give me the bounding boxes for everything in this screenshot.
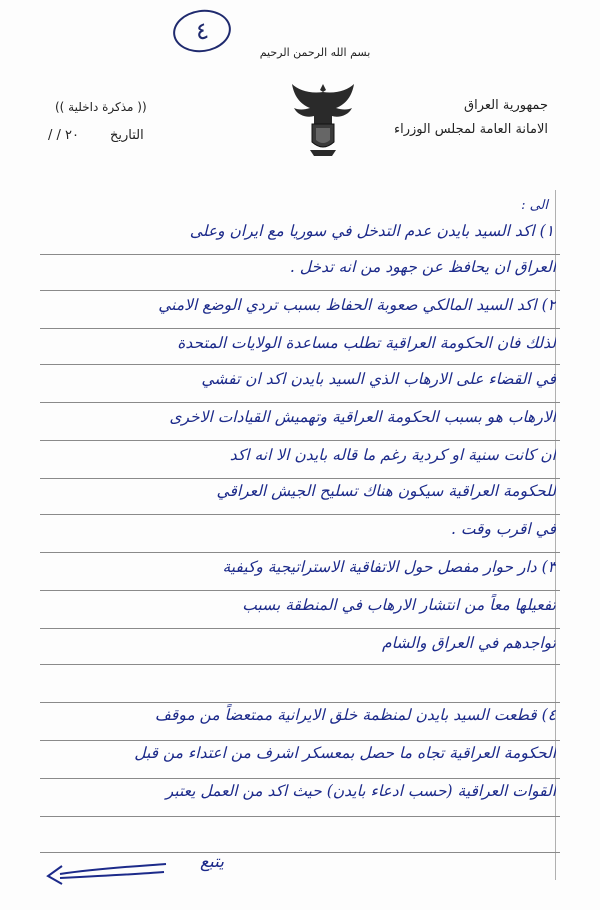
handwritten-line: في اقرب وقت .	[450, 520, 556, 538]
continue-arrow-icon	[40, 852, 170, 892]
ruled-line	[40, 514, 560, 515]
date-label: التاريخ	[110, 128, 144, 143]
sender-country: جمهورية العراق	[464, 98, 548, 113]
handwritten-line: الارهاب هو بسبب الحكومة العراقية وتهميش القيادات الاخرى	[169, 408, 556, 426]
ruled-line	[40, 664, 560, 665]
handwritten-line: الحكومة العراقية تجاه ما حصل بمعسكر اشرف من اعتداء من قبل	[134, 744, 556, 762]
page-number: ٤	[193, 16, 211, 46]
ruled-line	[40, 328, 560, 329]
ruled-line	[40, 364, 560, 365]
handwritten-line: القوات العراقية (حسب ادعاء بايدن) حيث اكد من العمل يعتبر	[165, 782, 556, 800]
ruled-line	[40, 816, 560, 817]
date-value: / / ٢٠	[48, 128, 79, 143]
handwritten-line: لذلك فان الحكومة العراقية تطلب مساعدة الولايات المتحدة	[177, 334, 556, 352]
ruled-line	[40, 290, 560, 291]
handwritten-line: للحكومة العراقية سيكون هناك تسليح الجيش العراقي	[216, 482, 556, 500]
handwritten-line: تفعيلها معاً من انتشار الارهاب في المنطقة بسبب	[242, 596, 556, 614]
ruled-line	[40, 478, 560, 479]
handwritten-line: ١) اكد السيد بايدن عدم التدخل في سوريا مع ايران وعلى	[189, 222, 554, 240]
ruled-line	[40, 254, 560, 255]
sender-office: الامانة العامة لمجلس الوزراء	[394, 122, 548, 137]
handwritten-line: العراق ان يحافظ عن جهود من انه تدخل .	[289, 258, 556, 276]
basmala: بسم الله الرحمن الرحيم	[259, 46, 371, 59]
memo-label: (( مذكرة داخلية ))	[55, 100, 147, 114]
ruled-line	[40, 440, 560, 441]
handwritten-line: ٣) دار حوار مفصل حول الاتفاقية الاستراتيجية وكيفية	[222, 558, 556, 576]
ruled-line	[40, 402, 560, 403]
ruled-line	[40, 628, 560, 629]
iraq-eagle-emblem-icon	[290, 80, 356, 160]
ruled-line	[40, 778, 560, 779]
page-number-circle	[170, 6, 233, 56]
handwritten-line: تواجدهم في العراق والشام	[382, 634, 556, 652]
ruled-line	[40, 552, 560, 553]
ruled-line	[40, 590, 560, 591]
ruled-line	[40, 740, 560, 741]
handwritten-line: ٢) اكد السيد المالكي صعوبة الحفاظ بسبب تردي الوضع الامني	[158, 296, 556, 314]
handwritten-line: ٤) قطعت السيد بايدن لمنظمة خلق الايرانية ممتعضاً من موقف	[154, 706, 556, 724]
continued-label: يتبع	[200, 852, 225, 872]
recipient-label: الى :	[521, 198, 548, 213]
handwritten-line: في القضاء على الارهاب الذي السيد بايدن اكد ان تفشي	[201, 370, 556, 388]
ruled-line	[40, 702, 560, 703]
handwritten-line: ان كانت سنية او كردية رغم ما قاله بايدن الا انه اكد	[229, 446, 556, 464]
